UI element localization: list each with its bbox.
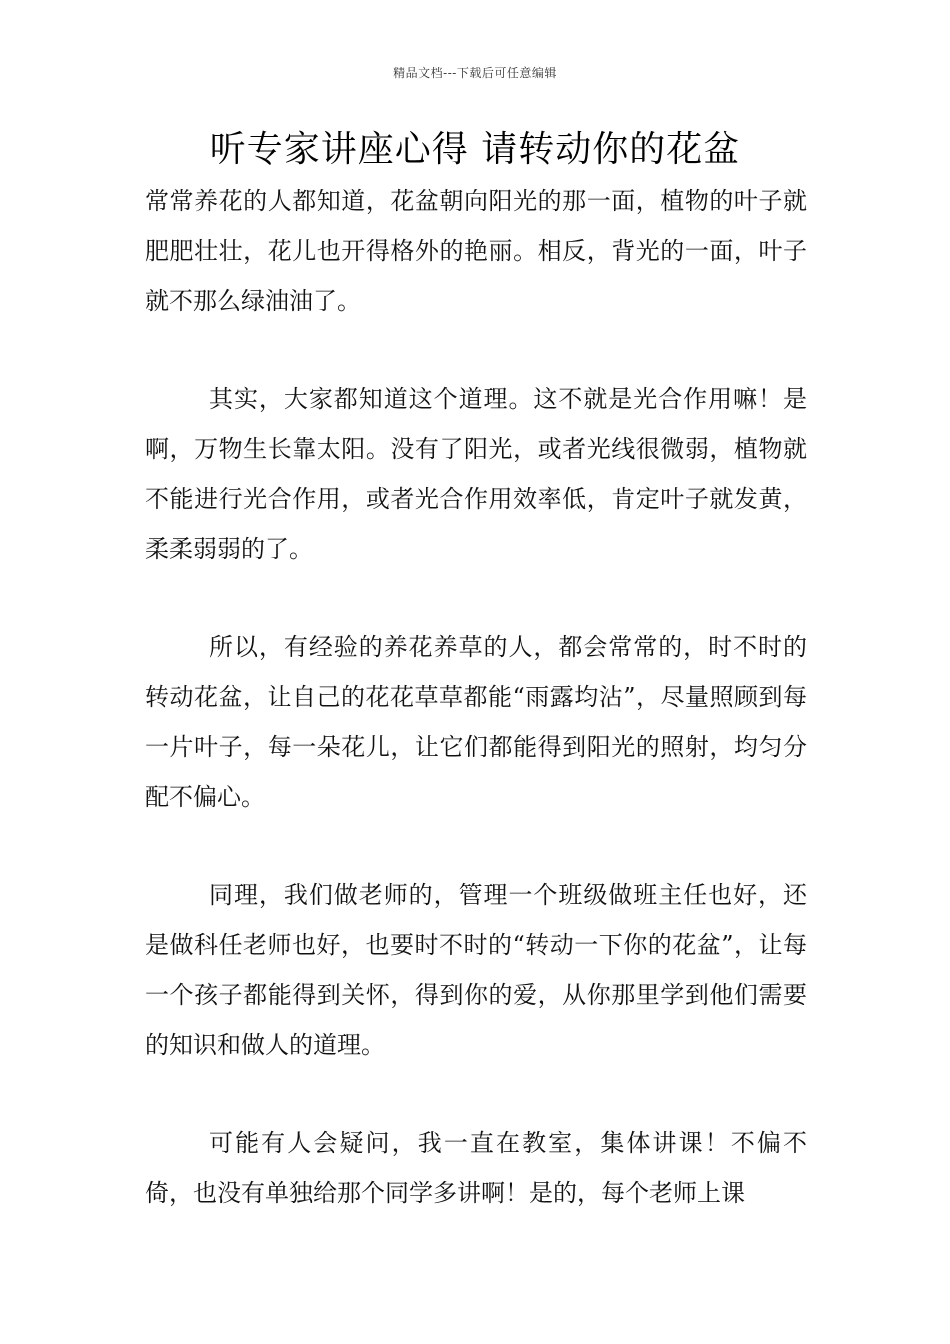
paragraph-5: 可能有人会疑问，我一直在教室，集体讲课！不偏不倚，也没有单独给那个同学多讲啊！是的，每个老师上课 (145, 1129, 807, 1207)
document-title: 听专家讲座心得 请转动你的花盆 (209, 129, 741, 170)
paragraph-3: 所以，有经验的养花养草的人，都会常常的，时不时的转动花盆，让自己的花花草草都能“雨露均沾”，尽量照顾到每一片叶子，每一朵花儿，让它们都能得到阳光的照射，均匀分配不偏心。 (145, 633, 807, 811)
paragraph-2: 其实，大家都知道这个道理。这不就是光合作用嘛！是啊，万物生长靠太阳。没有了阳光，或者光线很微弱，植物就不能进行光合作用，或者光合作用效率低，肯定叶子就发黄，柔柔弱弱的了。 (145, 385, 807, 563)
paragraph-1: 常常养花的人都知道，花盆朝向阳光的那一面，植物的叶子就肥肥壮壮，花儿也开得格外的艳丽。相反，背光的一面，叶子就不那么绿油油了。 (145, 187, 807, 315)
document-body (145, 176, 807, 1266)
header-note: 精品文档---下载后可任意编辑 (393, 66, 557, 80)
paragraph-4: 同理，我们做老师的，管理一个班级做班主任也好，还是做科任老师也好，也要时不时的“转动一下你的花盆”，让每一个孩子都能得到关怀，得到你的爱，从你那里学到他们需要的知识和做人的道理。 (145, 881, 807, 1059)
